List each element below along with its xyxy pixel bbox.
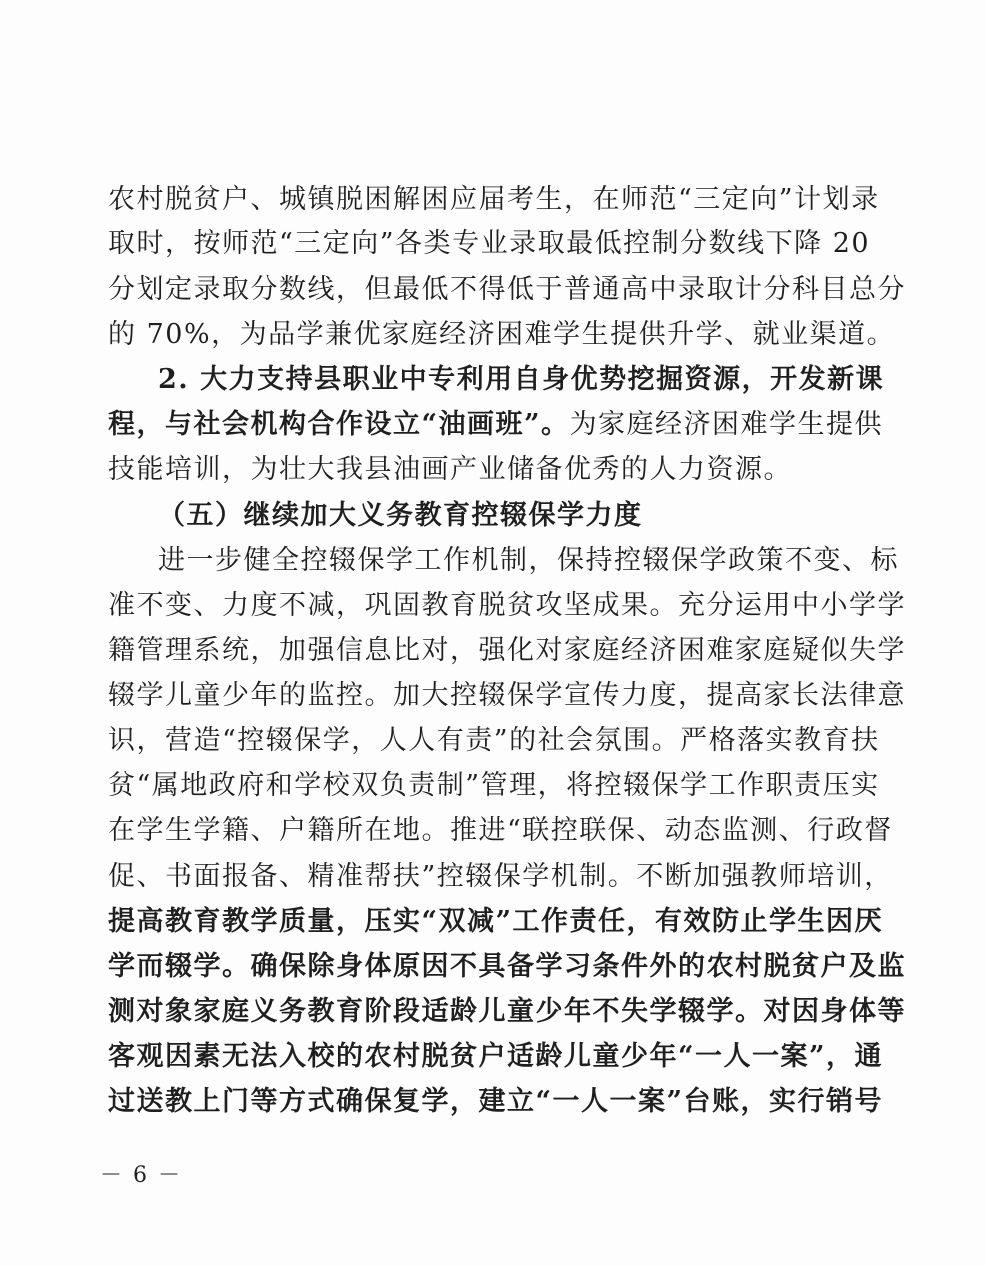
section-line: 准不变、力度不减，巩固教育脱贫攻坚成果。充分运用中小学学 [108,590,906,621]
item-2-line: 技能培训，为壮大我县油画产业储备优秀的人力资源。 [108,454,792,485]
section-line: 贫“属地政府和学校双负责制”管理，将控辍保学工作职责压实 [108,770,880,801]
item-2-normal-text: 为家庭经济困难学生提供 [569,409,884,440]
paragraph-line: 分划定录取分数线，但最低不得低于普通高中录取计分科目总分 [108,274,906,305]
section-line: 学而辍学。确保除身体原因不具备学习条件外的农村脱贫户及监 [108,951,906,982]
section-line: 识，营造“控辍保学，人人有责”的社会氛围。严格落实教育扶 [108,725,880,756]
section-heading: （五）继续加大义务教育控辍保学力度 [158,500,643,531]
paragraph-line: 取时，按师范“三定向”各类专业录取最低控制分数线下降 20 [108,228,871,259]
section-line: 辍学儿童少年的监控。加大控辍保学宣传力度，提高家长法律意 [108,680,906,711]
page-number: － 6 － [100,1163,182,1188]
section-line: 过送教上门等方式确保复学，建立“一人一案”台账，实行销号 [108,1086,884,1117]
item-2-bold-line: 2. 大力支持县职业中专利用自身优势挖掘资源，开发新课 [158,364,885,395]
paragraph-line: 的 70%，为品学兼优家庭经济困难学生提供升学、就业渠道。 [108,319,896,350]
section-line: 进一步健全控辍保学工作机制，保持控辍保学政策不变、标 [158,545,899,576]
section-line: 在学生学籍、户籍所在地。推进“联控联保、动态监测、行政督 [108,815,893,846]
paragraph-line: 农村脱贫户、城镇脱困解困应届考生，在师范“三定向”计划录 [108,184,880,215]
section-line: 测对象家庭义务教育阶段适龄儿童少年不失学辍学。对因身体等 [108,996,906,1027]
section-line: 客观因素无法入校的农村脱贫户适龄儿童少年“一人一案”，通 [108,1041,884,1072]
section-line: 促、书面报备、精准帮扶”控辍保学机制。不断加强教师培训， [108,861,893,892]
section-line: 籍管理系统，加强信息比对，强化对家庭经济困难家庭疑似失学 [108,635,906,666]
item-2-bold-text: 程，与社会机构合作设立“油画班”。 [108,409,570,440]
section-line: 提高教育教学质量，压实“双减”工作责任，有效防止学生因厌 [108,906,884,937]
item-2-line [108,405,884,445]
